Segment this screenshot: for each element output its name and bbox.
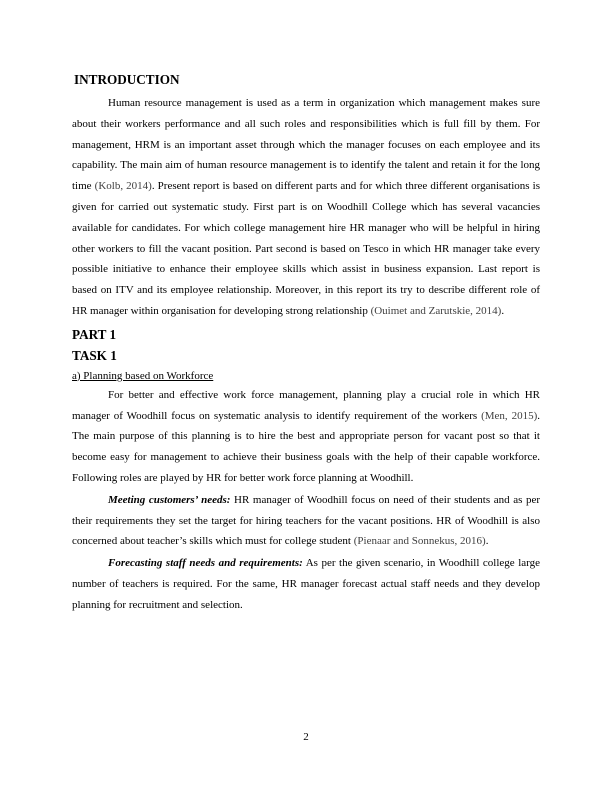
introduction-heading: INTRODUCTION	[74, 72, 180, 87]
customers-needs-label: Meeting customers’ needs:	[108, 493, 231, 506]
workforce-text-2: . The main purpose of this planning is to hire the best and appropriate person for vacant post so that it become easy for management to achieve their business goals with the help of their capable workforce. Following roles are played by HR for better work force planning at Woodhill.	[72, 409, 540, 484]
workforce-paragraph	[72, 385, 540, 489]
page-content	[72, 72, 540, 616]
subheading-workforce-planning: a) Planning based on Workforce	[72, 369, 214, 382]
intro-text-1: Human resource management is used as a term in organization which management makes sure about their workers performance and all such roles and responsibilities which is full fill by them. For management, HRM is an important asset through which the manager focuses on each employee and its capability. The main aim of human resource management is to identify the talent and retain it for the long time	[72, 97, 540, 193]
part-heading: PART 1	[72, 326, 117, 342]
task-heading: TASK 1	[72, 347, 117, 363]
introduction-paragraph	[72, 93, 540, 322]
workforce-text-1: For better and effective work force management, planning play a crucial role in which HR manager of Woodhill focus on systematic analysis to identify requirement of the workers	[72, 388, 540, 422]
customers-needs-paragraph	[72, 490, 540, 552]
forecasting-paragraph	[72, 553, 540, 615]
forecasting-label: Forecasting staff needs and requirements:	[108, 557, 303, 570]
intro-text-2: . Present report is based on different parts and for which three different organisations is given for carried out systematic study. First part is on Woodhill College which has several vacancies available for candidates. For which college management hire HR manager who will be helpful in hiring other workers to fill the vacant position. Part second is based on Tesco in which HR manager take every possible initiative to enhance their employee skills which assist in business expansion. Last report is based on ITV and its employee relationship. Moreover, in this report its try to describe different role of HR manager within organisation for developing strong relationship	[72, 180, 540, 317]
intro-text-3: .	[501, 304, 505, 317]
customers-needs-text-1: HR manager of Woodhill focus on need of their students and as per their requirements they set the target for hiring teachers for the vacant positions. HR of Woodhill is also concerned about teacher’s skills which must for college student	[72, 493, 540, 548]
forecasting-text: As per the given scenario, in Woodhill college large number of teachers is required. For the same, HR manager forecast actual staff needs and they develop planning for recruitment and selection.	[72, 557, 540, 611]
citation-men: (Men, 2015)	[481, 409, 538, 422]
citation-ouimet: (Ouimet and Zarutskie, 2014)	[370, 304, 502, 317]
citation-pienaar: (Pienaar and Sonnekus, 2016)	[353, 535, 486, 548]
citation-kolb: (Kolb, 2014)	[94, 180, 152, 193]
customers-needs-text-2: .	[485, 535, 489, 548]
page-number: 2	[303, 731, 309, 743]
